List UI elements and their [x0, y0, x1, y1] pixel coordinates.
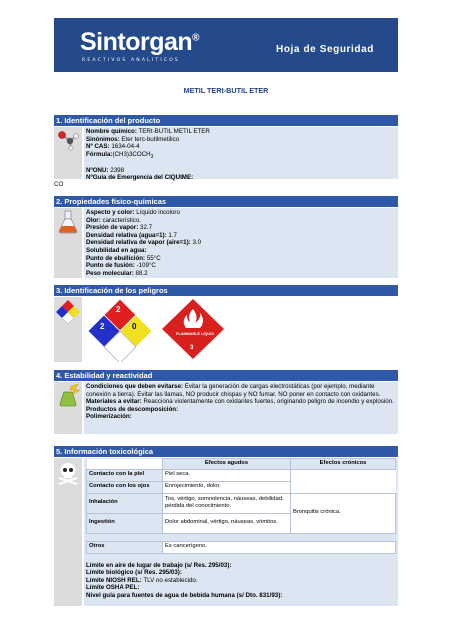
formula-subscript: 3 — [150, 154, 154, 161]
skull-icon — [54, 458, 82, 486]
onu-value: 2398 — [110, 166, 125, 174]
prop-row — [86, 262, 396, 270]
ojos-value: Enrojecimiento, dolor. — [163, 481, 291, 493]
prop-label: Densidad relativa de vapor (aire=1): — [86, 239, 191, 247]
limit-row — [86, 577, 396, 585]
prop-label: Solubilidad en agua: — [86, 246, 147, 254]
table-row-spacer — [87, 533, 396, 541]
reaction-icon-cell — [54, 382, 82, 434]
productos-descomposicion-label: Productos de descomposición: — [86, 405, 179, 413]
prop-value: 55°C — [146, 254, 161, 262]
condiciones-value: Evitar la generación de cargas electrostáticas (por ejemplo, mediante conexión a tierra). Evitar las llamas, NO producir chispas y NO fumar. NO poner en contacto con oxidantes. — [86, 383, 381, 398]
ojos-label: Contacto con los ojos — [87, 481, 163, 493]
formula-value: (CH3)3COCH — [112, 150, 151, 158]
section-3-heading: 3. Identificación de los peligros — [54, 285, 398, 296]
prop-row — [86, 232, 396, 240]
prop-row — [86, 224, 396, 232]
limit-value: TLV no establecido. — [143, 576, 198, 584]
cas-value: 1634-04-4 — [111, 143, 140, 151]
limit-label: Límite en aire de lugar de trabajo (s/ Res. 295/03): — [86, 561, 232, 569]
prop-label: Presión de vapor: — [86, 224, 139, 232]
dot-class-number: 3 — [190, 345, 194, 351]
polimerizacion-label: Polimerización: — [86, 413, 132, 421]
skull-icon-cell — [54, 458, 82, 606]
prop-label: Peso molecular: — [86, 269, 134, 277]
toxicology-table — [86, 458, 396, 554]
prop-value: 1.7 — [168, 231, 177, 239]
otros-label: Otros — [87, 541, 163, 553]
nombre-label: Nombre químico: — [86, 128, 137, 135]
prop-label: Densidad relativa (agua=1): — [86, 231, 167, 239]
piel-label: Contacto con la piel — [87, 469, 163, 481]
table-row — [87, 493, 396, 513]
prop-label: Aspecto y color: — [86, 209, 135, 216]
limit-label: Límite OSHA PEL: — [86, 584, 140, 592]
section-3-content — [84, 297, 398, 362]
table-row — [87, 541, 396, 553]
prop-value: 88.2 — [135, 269, 148, 277]
nfpa-health-value: 2 — [100, 322, 105, 331]
prop-row — [86, 270, 396, 278]
nfpa-flammability-value: 2 — [116, 305, 121, 314]
prop-value: -109°C — [136, 262, 156, 270]
header-efectos-cronicos: Efectos crónicos — [291, 459, 396, 470]
section-1-content — [84, 127, 398, 182]
guia-emergencia-label: NºGuía de Emergencia del CIQUIME: — [86, 174, 194, 182]
onu-label: NºONU: — [86, 166, 109, 174]
limit-row — [86, 569, 396, 577]
cas-label: Nº CAS: — [86, 143, 110, 151]
piel-value: Piel seca. — [163, 469, 291, 481]
cronico-value: Bronquitis crónica. — [291, 493, 396, 533]
ingestion-label: Ingestión — [87, 513, 163, 533]
empty-cell — [291, 481, 396, 493]
ingestion-value: Dolor abdominal, vértigo, náuseas, vómitos. — [163, 513, 291, 533]
flask-icon-cell — [54, 208, 82, 278]
logo-text: Sintorgan® — [80, 28, 200, 56]
prop-row — [86, 247, 396, 255]
section-4-heading: 4. Estabilidad y reactividad — [54, 370, 398, 381]
materiales-value: Reacciona violentamente con oxidantes fuertes, originando peligro de incendio y explosión. — [143, 398, 394, 406]
nfpa-small-icon — [54, 297, 82, 325]
exposure-limits — [86, 562, 396, 600]
header-banner — [54, 18, 398, 72]
prop-row — [86, 217, 396, 225]
sinonimos-label: Sinónimos: — [86, 135, 120, 143]
table-row — [87, 469, 396, 481]
nfpa-reactivity-value: 0 — [132, 322, 137, 331]
condiciones-label: Condiciones que deben evitarse: — [86, 383, 183, 390]
prop-label: Punto de fusión: — [86, 262, 135, 270]
limit-label: Nivel guía para fuentes de agua de bebida humana (s/ Dto. 831/93): — [86, 591, 283, 599]
document-title: METIL TERt-BUTIL ETER — [183, 86, 269, 95]
section-2-content — [84, 208, 398, 278]
prop-label: Punto de ebullición: — [86, 254, 146, 262]
sinonimos-value: Eter terc-butilmetilico — [121, 135, 180, 143]
section-2-heading: 2. Propiedades físico-químicas — [54, 196, 398, 207]
materiales-label: Materiales a evitar: — [86, 398, 142, 406]
section-1-heading: 1. Identificación del producto — [54, 115, 398, 126]
table-corner — [87, 459, 163, 470]
prop-value: Líquido incoloro — [136, 209, 180, 216]
molecule-icon-cell — [54, 127, 82, 179]
limit-row — [86, 592, 396, 600]
section-5-content — [84, 458, 398, 606]
section-5-heading: 5. Información toxicológica — [54, 446, 398, 457]
flask-icon — [54, 208, 82, 236]
nfpa-icon-cell — [54, 297, 82, 362]
table-row — [87, 481, 396, 493]
prop-row — [86, 239, 396, 247]
inhalacion-label: Inhalación — [87, 493, 163, 513]
limit-label: Límite NIOSH REL: — [86, 576, 142, 584]
inhalacion-value: Tos, vértigo, somnolencia, náuseas, debilidad, pérdida del conocimiento. — [163, 493, 291, 513]
logo-subtitle: REACTIVOS ANALITICOS — [82, 58, 180, 63]
molecule-icon — [54, 127, 82, 151]
otros-value: Es cancerígeno. — [163, 541, 396, 553]
dot-placard-text: FLAMMABLE LIQUID — [176, 332, 214, 336]
reaction-icon — [54, 382, 82, 410]
header-efectos-agudos: Efectos agudos — [163, 459, 291, 470]
limit-label: Límite biológico (s/ Res. 295/03): — [86, 569, 182, 577]
nombre-value: TERt-BUTIL METIL ETER — [138, 128, 210, 135]
prop-value: 3.0 — [192, 239, 202, 247]
co-text: CO — [54, 181, 64, 188]
formula-label: Fórmula: — [86, 150, 113, 158]
limit-row — [86, 584, 396, 592]
prop-value: 32.7 — [140, 224, 153, 232]
limit-row — [86, 562, 396, 570]
prop-row — [86, 255, 396, 263]
header-doc-type: Hoja de Seguridad — [276, 44, 374, 55]
prop-row — [86, 209, 396, 217]
prop-value: característico. — [102, 216, 142, 224]
empty-cell — [291, 469, 396, 481]
section-4-content — [84, 382, 398, 434]
prop-label: Olor: — [86, 216, 101, 224]
spacer-cell — [87, 533, 396, 541]
